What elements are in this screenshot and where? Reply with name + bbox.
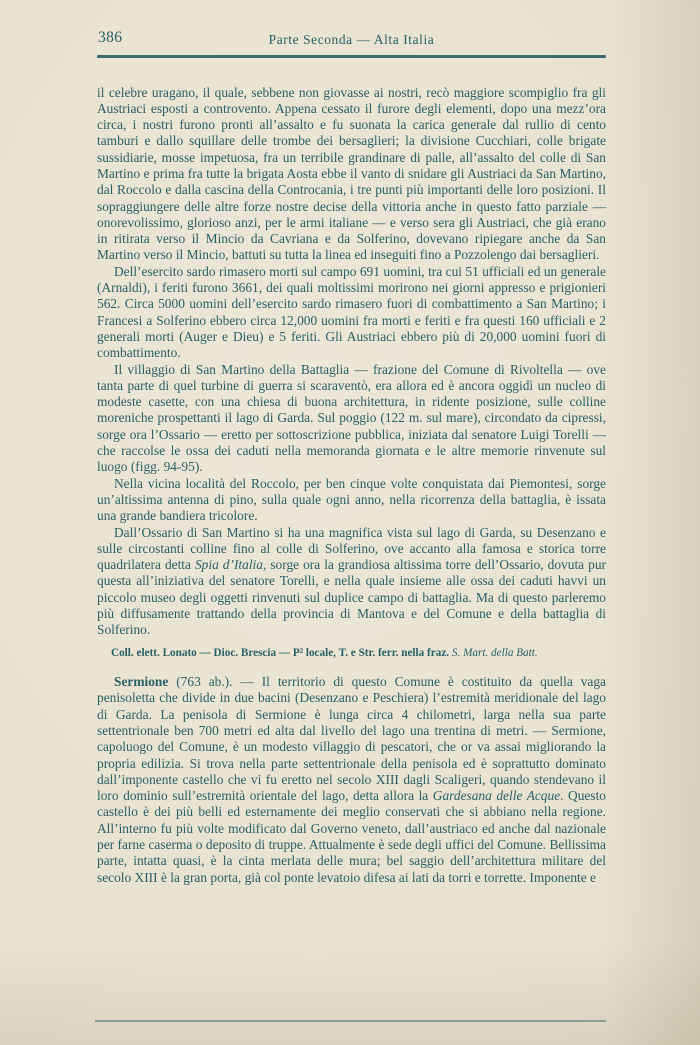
header-rule	[97, 55, 606, 58]
text-segment: Sermione	[114, 674, 169, 690]
text-segment: Dell’esercito sardo rimasero morti sul campo 691 uomini, tra cui 51 ufficiali ed un generale (Arnaldi), i feriti furono 3661, dei quali moltissimi morirono nei giorni appresso e prigionieri 562. Circa 5000 uomini dell’esercito sardo rimasero fuori di combattimento a San Martino; i Francesi a Solferino ebbero circa 12,000 uomini fra morti e feriti e fra questi 160 ufficiali e 2 generali morti (Auger e Dieu) e 5 feriti. Gli Austriaci ebbero più di 20,000 uomini fuori di combattimento.	[97, 263, 606, 361]
text-segment: Gardesana delle Acque	[432, 788, 561, 804]
paragraph-perdite-esercito	[97, 264, 606, 362]
page-bottom-rule	[95, 1020, 606, 1022]
paragraph-villaggio-san-martino	[97, 362, 606, 476]
paragraph-uragano-assalto	[97, 85, 606, 264]
text-segment: . Questo castello è dei più belli ed esternamente dei meglio conservati che si abbiano nella regione. All’interno fu più volte modificato dal Governo veneto, dall’austriaco ed anche dal nazionale per farne caserma o deposito di truppe. Attualmente è sede degli uffici del Comune. Bellissima parte, intatta quasi, è la cinta merlata delle mura; bel saggio dell’architettura militare del secolo XIII è la gran porta, già col ponte levatoio difesa ai lati da torri e torrette. Imponente e	[97, 788, 606, 885]
text-segment: il celebre uragano, il quale, sebbene non giovasse ai nostri, recò maggiore scompiglio fra gli Austriaci esposti a controvento. Appena cessato il furore degli elementi, dopo una mezz’ora circa, i nostri furono pronti all’assalto e fu suonata la carica generale dal rullio di cento tamburi e dallo squillare delle trombe dei bersaglieri; la divisione Cucchiari, colle brigate sussidiarie, mosse impetuosa, fra un terribile grandinare di palle, all’assalto del colle di San Martino e prima fra tutte la brigata Aosta ebbe il vanto di snidare gli Austriaci da San Martino, dal Roccolo e dalla cascina della Controcania, i tre punti più importanti delle loro posizioni. Il sopraggiungere delle altre forze nostre decise della vittoria anche in questo fatto parziale — onorevolissimo, glorioso anzi, per le armi italiane — e verso sera gli Austriaci, che già erano in ritirata verso il Mincio da Cavriana e da Solferino, dovevano ripiegare anche da San Martino verso il Mincio, battuti su tutta la linea ed inseguiti fino a Pozzolengo dai bersaglieri.	[97, 84, 606, 263]
page-header	[97, 31, 606, 50]
text-segment: Il villaggio di San Martino della Battaglia — frazione del Comune di Rivoltella — ove tanta parte di quel turbine di guerra si scaraventò, era allora ed è ancora oggidì un nucleo di modeste casette, con una chiesa di buona architettura, in ridente posizione, sulle colline moreniche prospettanti il lago di Garda. Sul poggio (122 m. sul mare), circondato da cipressi, sorge ora l’Ossario — eretto per sottoscrizione pubblica, iniziata dal senatore Luigi Torelli — che raccolse le ossa dei caduti nella memoranda giornata e le altre memorie rinvenute sul luogo (figg. 94-95).	[97, 361, 606, 475]
running-head: Parte Seconda — Alta Italia	[268, 32, 435, 47]
page-number: 386	[98, 29, 123, 46]
text-segment: (763 ab.). — Il territorio di questo Comune è costituito da quella vaga penisoletta che divide in due bacini (Desenzano e Peschiera) l’estremità meridionale del lago di Garda. La penisola di Sermione è lunga circa 4 chilometri, larga nella sua parte settentrionale ben 700 metri ed alta dal livello del lago una trentina di metri. — Sermione, capoluogo del Comune, è un modesto villaggio di pescatori, che or va assai migliorando la propria edilizia. Si trova nella parte settentrionale della penisola ed è soprattutto dominato dall’imponente castello che vi fu eretto nel secolo XIII dagli Scaligeri, quando stendevano il loro dominio sull’estremità orientale del lago, detta allora la	[97, 674, 606, 804]
text-segment: Spia d’Italia	[194, 557, 263, 573]
paragraph-sermione	[97, 674, 606, 886]
line-collegio-elettorale	[97, 647, 606, 661]
text-segment: Dall’Ossario di San Martino si ha una magnifica vista sul lago di Garda, su Desenzano e sulle circostanti colline fino al colle di Solferino, ove accanto alla famosa e storica torre quadrilatera detta	[97, 524, 606, 573]
page-content	[97, 31, 606, 886]
text-segment: S. Mart. della Batt.	[451, 646, 538, 659]
paragraph-vista-ossario	[97, 525, 606, 639]
text-segment: Coll. elett. Lonato — Dioc. Brescia — P² locale, T. e Str. ferr. nella fraz.	[111, 646, 452, 659]
paragraph-roccolo-bandiera	[97, 476, 606, 525]
body-text	[97, 85, 606, 886]
text-segment: Nella vicina località del Roccolo, per ben cinque volte conquistata dai Piemontesi, sorge un’altissima antenna di pino, sulla quale ogni anno, nella ricorrenza della battaglia, è issata una grande bandiera tricolore.	[97, 475, 606, 524]
text-segment: , sorge ora la grandiosa altissima torre dell’Ossario, dovuta pur questa all’iniziativa del senatore Torelli, e nella quale insieme alle ossa dei caduti havvi un piccolo museo degli oggetti rinvenuti sul duplice campo di battaglia. Ma di questo parleremo più diffusamente trattando della provincia di Mantova e del Comune e della battaglia di Solferino.	[97, 557, 606, 638]
